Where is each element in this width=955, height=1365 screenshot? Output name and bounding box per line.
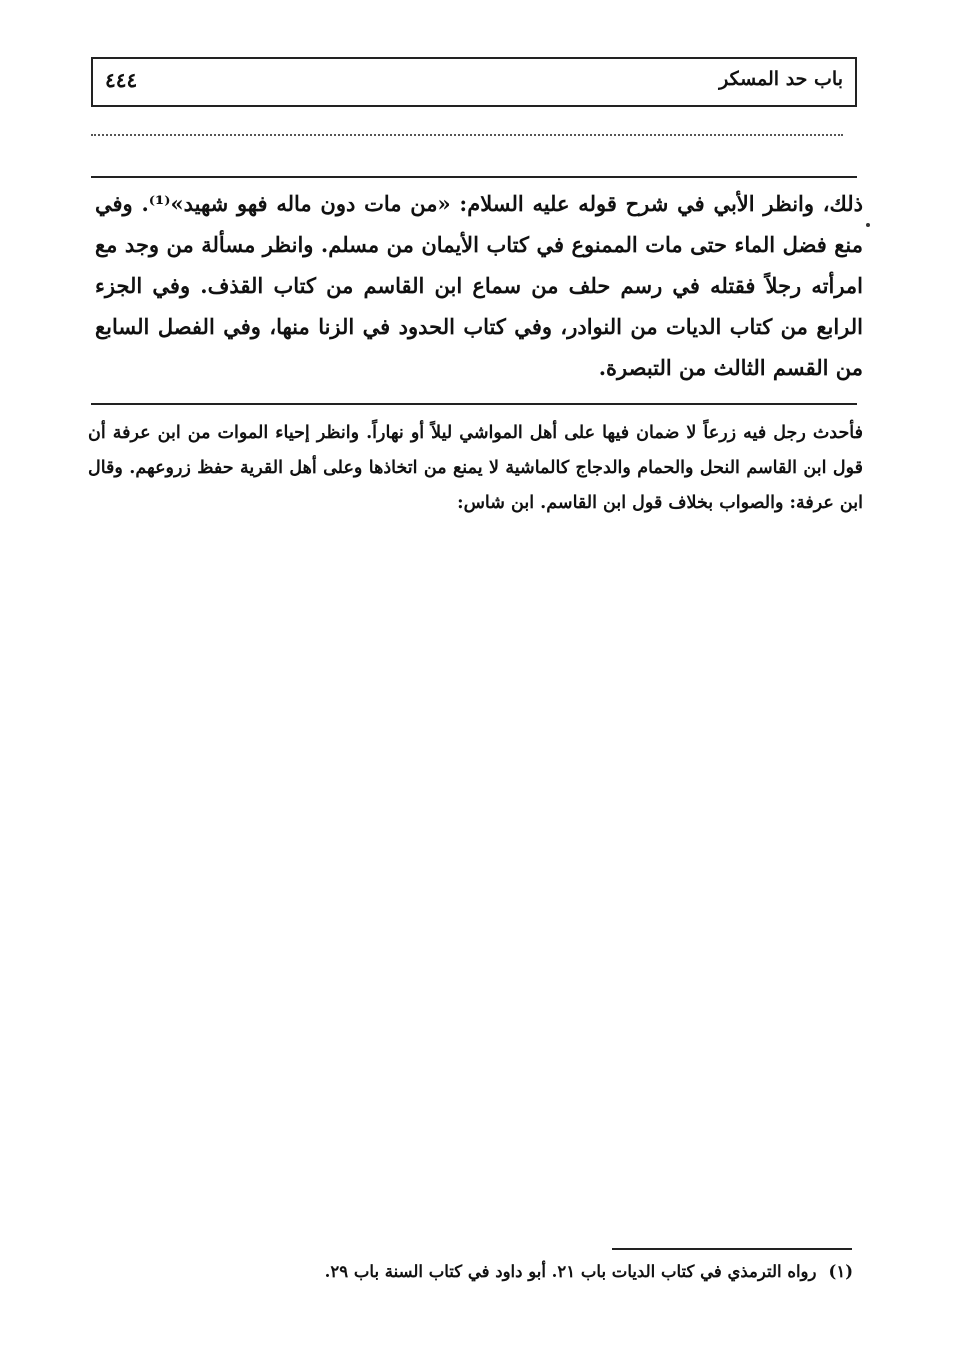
dotted-separator <box>91 134 843 136</box>
page-header <box>91 57 857 107</box>
chapter-title: باب حد المسكر <box>719 68 843 90</box>
margin-dot <box>866 223 870 227</box>
page-number: ٤٤٤ <box>105 68 138 92</box>
footnote-rule <box>612 1248 852 1250</box>
section-rule-middle <box>91 403 857 405</box>
section-rule-top <box>91 176 857 178</box>
footnote-text: رواه الترمذي في كتاب الديات باب ٢١. أبو داود في كتاب السنة باب ٢٩. <box>324 1262 817 1281</box>
paragraph-2: فأحدث رجل فيه زرعاً لا ضمان فيها على أهل المواشي ليلاً أو نهاراً. وانظر إحياء الموات من ابن عرفة أن قول ابن القاسم النحل والحمام والدجاج كالماشية لا يمنع من اتخاذها وعلى أهل القرية حفظ زروعهم. وقال ابن عرفة: والصواب بخلاف قول ابن القاسم. ابن شاس: <box>88 423 863 513</box>
paragraph-1: ذلك، وانظر الأبي في شرح قوله عليه السلام: «من مات دون ماله فهو شهيد»⁽¹⁾. وفي منع فضل الماء حتى مات الممنوع في كتاب الأيمان من مسلم. وانظر مسألة من وجد مع امرأته رجلاً فقتله في رسم حلف من سماع ابن القاسم من كتاب القذف. وفي الجزء الرابع من كتاب الديات من النوادر، وفي كتاب الحدود في الزنا منها، وفي الفصل السابع من القسم الثالث من التبصرة. <box>95 191 864 380</box>
footnote-marker: (١) <box>828 1262 853 1281</box>
footnote <box>233 1262 853 1281</box>
